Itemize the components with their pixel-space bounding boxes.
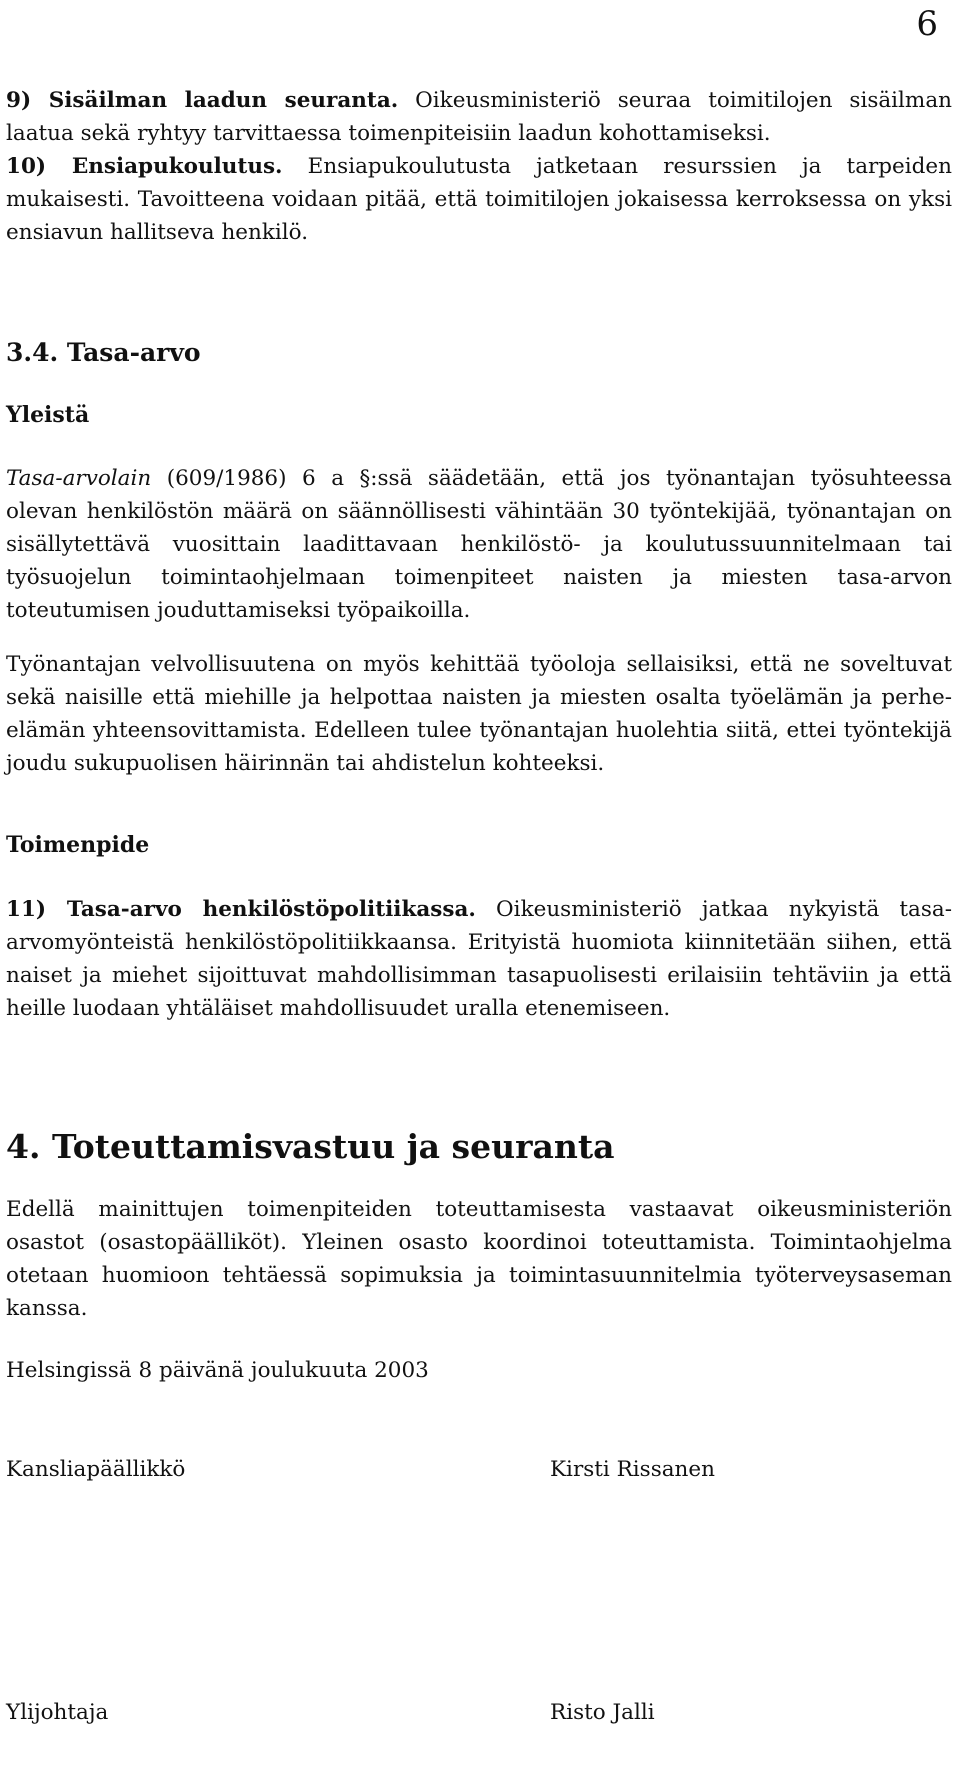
law-reference: Tasa-arvolain [6, 466, 152, 491]
item-9-text: Oikeusministeriö seuraa toimitilojen sisäilman laatua sekä ryhtyy tarvittaessa toimenpiteisiin laadun kohottamiseksi. [6, 88, 952, 146]
paragraph-vastuu: Edellä mainittujen toimenpiteiden toteuttamisesta vastaavat oikeusministeriön osastot (osastopäälliköt). Yleinen osasto koordinoi toteuttamista. Toimintaohjelma otetaan huomioon tehtäessä sopimuksia ja toimintasuunnitelmia työterveysaseman kanssa. [6, 1197, 952, 1321]
item-11-text: Oikeusministeriö jatkaa nykyistä tasa-arvomyönteistä henkilöstöpolitiikkaansa. Erityistä huomiota kiinnitetään siihen, että naiset ja miehet sijoittuvat mahdollisimman tasapuolisesti erilaisiin tehtäviin ja että heille luodaan yhtäläiset mahdollisuudet uralla etenemiseen. [6, 897, 952, 1021]
item-9-label: 9) Sisäilman laadun seuranta. [6, 88, 399, 113]
signer-name: Risto Jalli [550, 1700, 655, 1725]
page-number: 6 [916, 4, 938, 44]
paragraph-tasa-arvolaki [6, 462, 952, 627]
heading-toimenpide: Toimenpide [6, 832, 150, 858]
items-top [6, 84, 952, 249]
item-11-label: 11) Tasa-arvo henkilöstöpolitiikassa. [6, 897, 476, 922]
signer-name: Kirsti Rissanen [550, 1457, 715, 1482]
paragraph-tasa-arvolaki-text: (609/1986) 6 a §:ssä säädetään, että jos työnantajan työsuhteessa olevan henkilöstön määrä on säännöllisesti vähintään 30 työntekijää, työnantajan on sisällytettävä vuosittain laadittavaan henkilöstö- ja koulutussuunnitelmaan tai työsuojelun toimintaohjelmaan toimenpiteet naisten ja miesten tasa-arvon toteutumisen jouduttamiseksi työpaikoilla. [6, 466, 952, 623]
item-10-text: Ensiapukoulutusta jatketaan resurssien ja tarpeiden mukaisesti. Tavoitteena voidaan pitää, että toimitilojen jokaisessa kerroksessa on yksi ensiavun hallitseva henkilö. [6, 154, 952, 245]
signer-title: Ylijohtaja [6, 1700, 109, 1725]
item-10-label: 10) Ensiapukoulutus. [6, 154, 283, 179]
item-10 [6, 150, 952, 249]
signer-title: Kansliapäällikkö [6, 1457, 186, 1482]
paragraph-tyonantaja: Työnantajan velvollisuutena on myös kehittää työoloja sellaisiksi, että ne soveltuvat sekä naisille että miehille ja helpottaa naisten ja miesten osalta työelämän ja perhe-elämän yhteensovittamista. Edelleen tulee työnantajan huolehtia siitä, ettei työntekijä joudu sukupuolisen häirinnän tai ahdistelun kohteeksi. [6, 652, 952, 776]
section-4-title: 4. Toteuttamisvastuu ja seuranta [6, 1127, 615, 1166]
section-3-4-title: 3.4. Tasa-arvo [6, 338, 201, 367]
place-date: Helsingissä 8 päivänä joulukuuta 2003 [6, 1358, 429, 1383]
subheading-yleista: Yleistä [6, 402, 90, 428]
item-11 [6, 893, 952, 1025]
item-9 [6, 84, 952, 150]
